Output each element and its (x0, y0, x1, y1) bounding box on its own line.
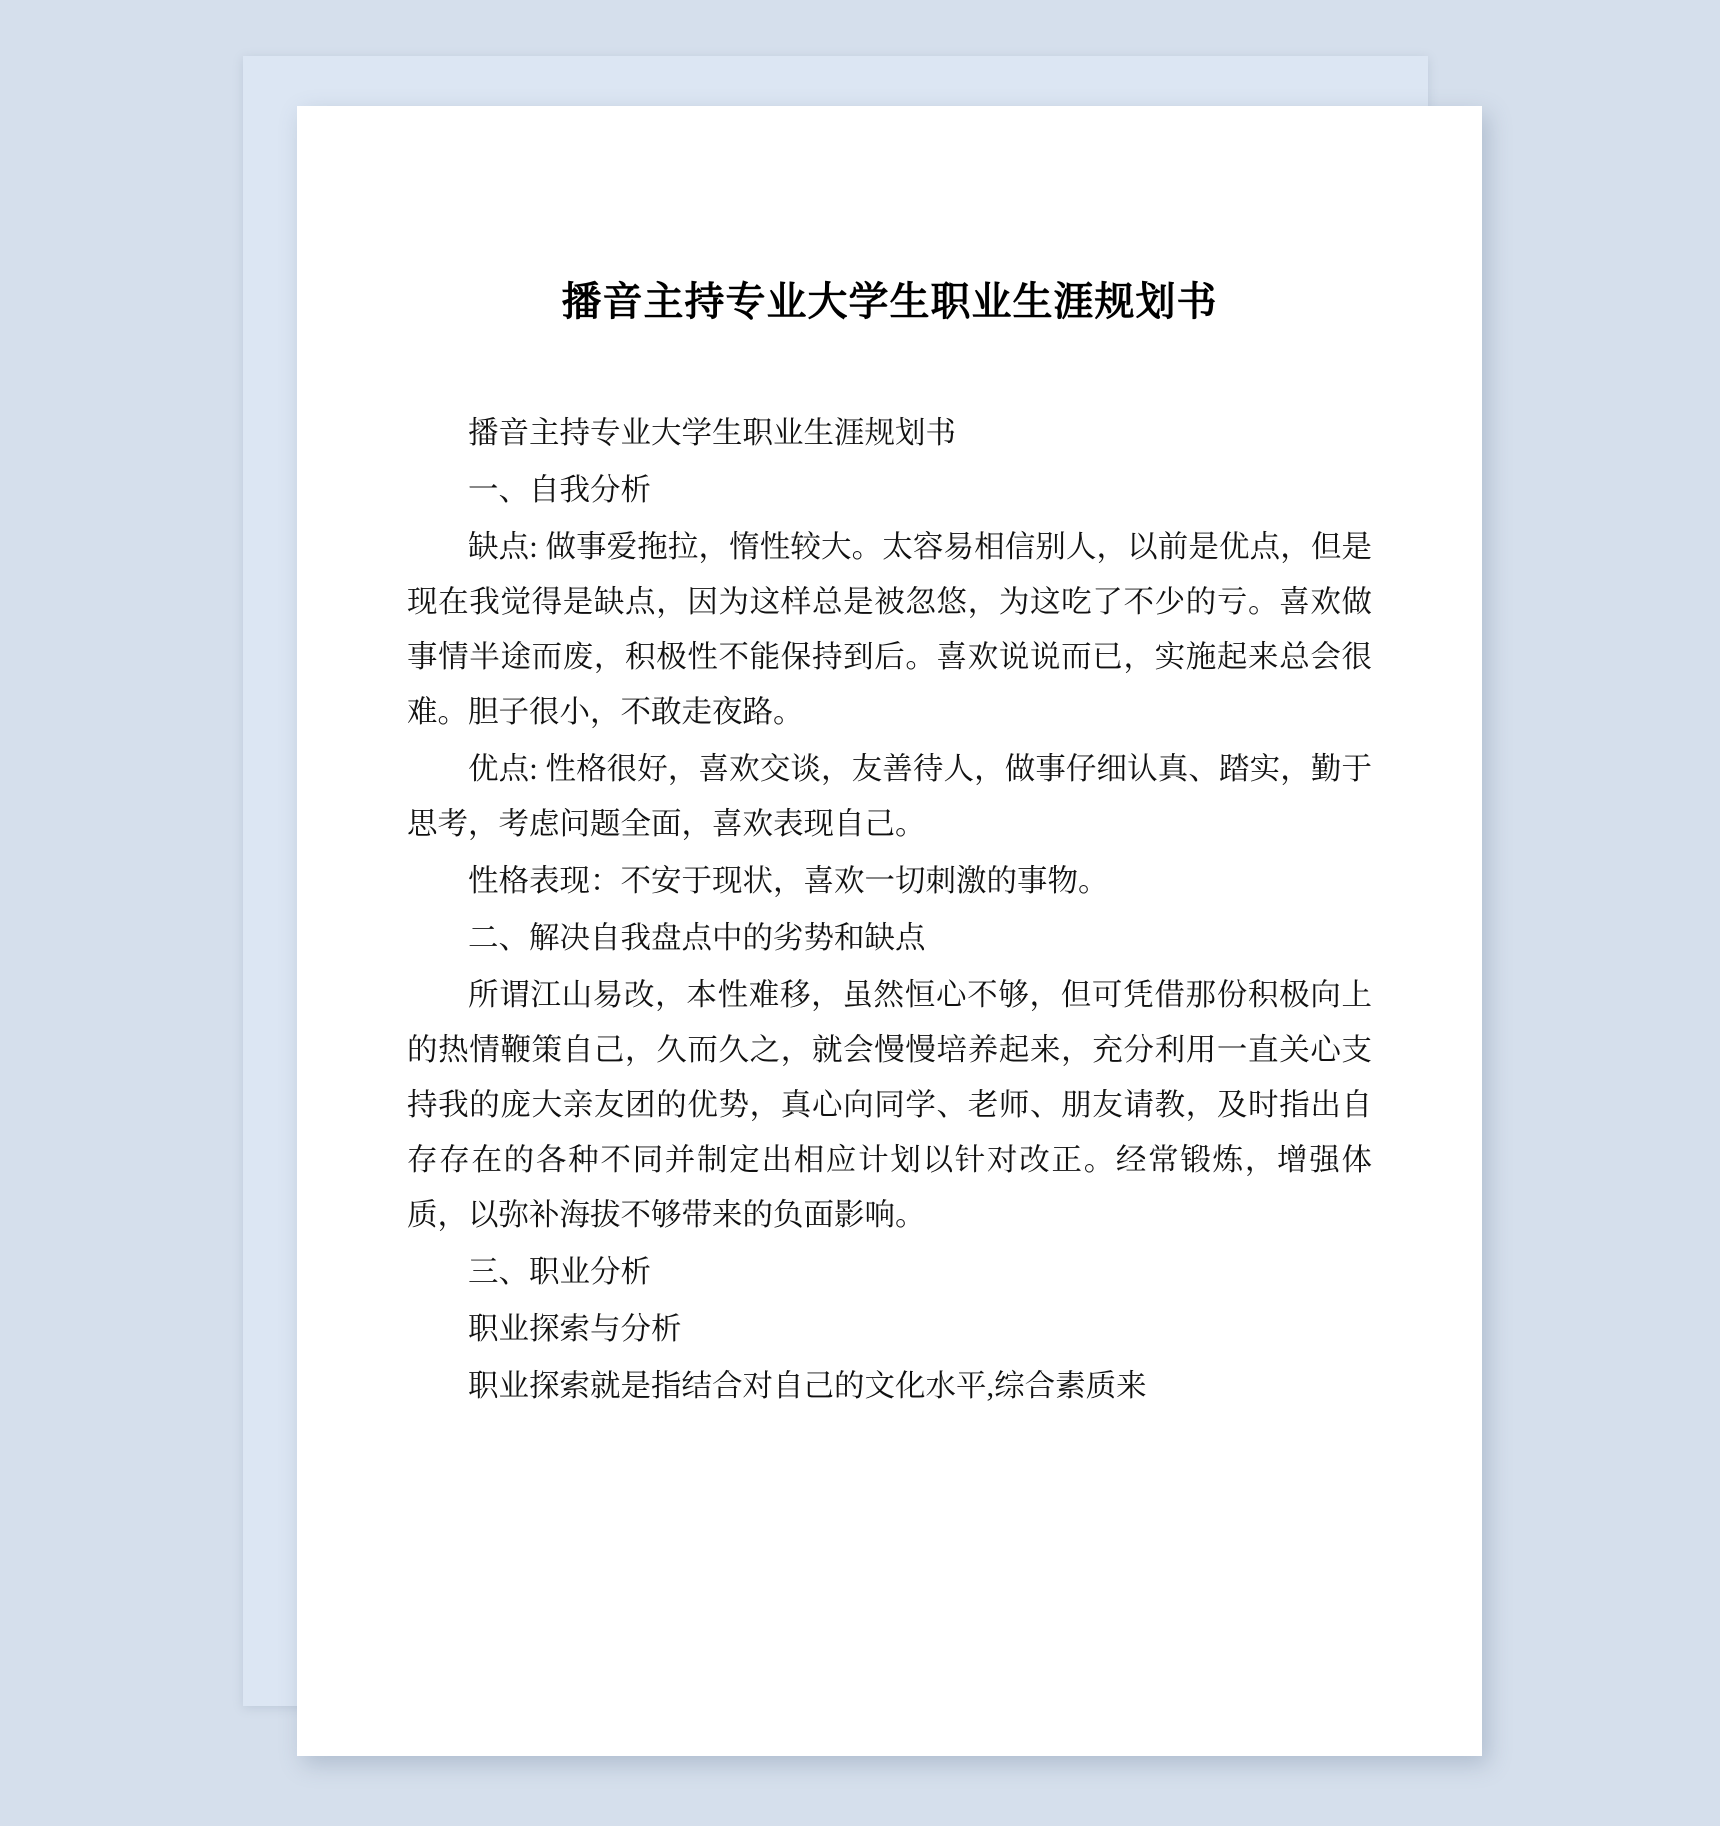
paragraph-solutions: 所谓江山易改，本性难移，虽然恒心不够，但可凭借那份积极向上的热情鞭策自己，久而久之，就会慢慢培养起来，充分利用一直关心支持我的庞大亲友团的优势，真心向同学、老师、朋友请教，及时指出自存存在的各种不同并制定出相应计划以针对改正。经常锻炼，增强体质，以弥补海拔不够带来的负面影响。 (407, 978, 1372, 1232)
page-title: 播音主持专业大学生职业生涯规划书 (561, 279, 1218, 325)
paragraph-career-exploration-heading: 职业探索与分析 (468, 1312, 682, 1346)
paragraph-section-three: 三、职业分析 (468, 1255, 651, 1289)
paragraph-weaknesses: 缺点: 做事爱拖拉，惰性较大。太容易相信别人，以前是优点，但是现在我觉得是缺点，因为这样总是被忽悠，为这吃了不少的亏。喜欢做事情半途而废，积极性不能保持到后。喜欢说说而已，实施起来总会很难。胆子很小，不敢走夜路。 (407, 530, 1372, 729)
page-content (297, 106, 1482, 1756)
document-page (297, 106, 1482, 1756)
paragraph-section-two: 二、解决自我盘点中的劣势和缺点 (468, 921, 926, 955)
paragraph-personality: 性格表现：不安于现状，喜欢一切刺激的事物。 (468, 864, 1109, 898)
paragraph-section-one: 一、自我分析 (468, 473, 651, 507)
document-body (407, 406, 1372, 1414)
paragraph-strengths: 优点: 性格很好，喜欢交谈，友善待人，做事仔细认真、踏实，勤于思考，考虑问题全面，喜欢表现自己。 (407, 752, 1372, 841)
paragraph-career-exploration-text: 职业探索就是指结合对自己的文化水平,综合素质来 (468, 1369, 1147, 1403)
paragraph-subtitle: 播音主持专业大学生职业生涯规划书 (468, 416, 956, 450)
